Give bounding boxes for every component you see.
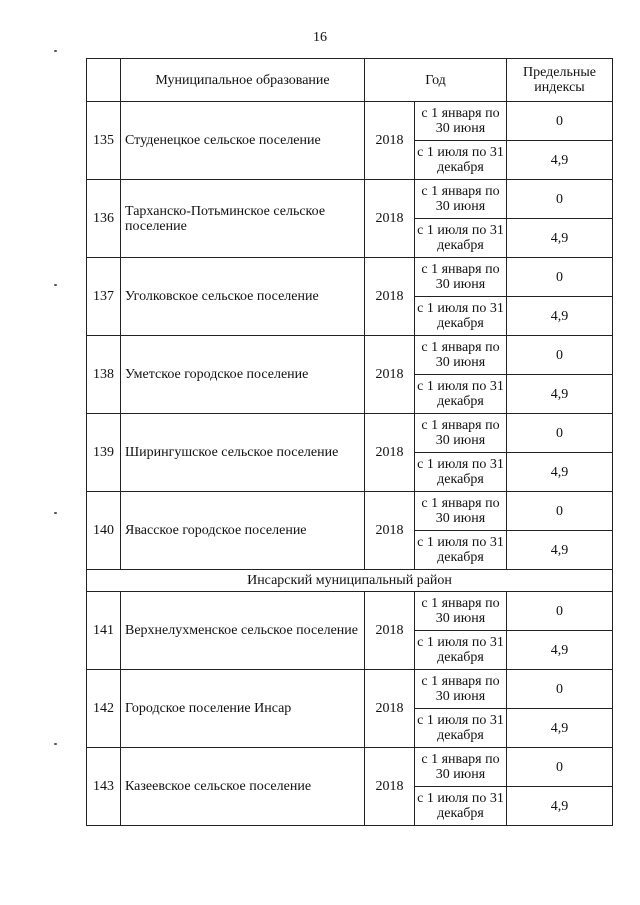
index-value: 4,9 — [507, 631, 613, 670]
year-cell: 2018 — [365, 670, 415, 748]
row-number: 140 — [87, 492, 121, 570]
scan-speck — [54, 50, 57, 52]
index-value: 0 — [507, 492, 613, 531]
index-value: 0 — [507, 414, 613, 453]
year-cell: 2018 — [365, 748, 415, 826]
index-value: 0 — [507, 592, 613, 631]
municipality-name: Ширингушское сельское поселение — [121, 414, 365, 492]
municipality-name: Уголковское сельское поселение — [121, 258, 365, 336]
table-row — [87, 180, 613, 219]
index-value: 4,9 — [507, 141, 613, 180]
period-cell: с 1 января по 30 июня — [415, 336, 507, 375]
table-row — [87, 592, 613, 631]
district-row — [87, 570, 613, 592]
municipality-name: Уметское городское поселение — [121, 336, 365, 414]
table-row — [87, 102, 613, 141]
period-cell: с 1 июля по 31 декабря — [415, 709, 507, 748]
index-value: 4,9 — [507, 219, 613, 258]
period-cell: с 1 января по 30 июня — [415, 492, 507, 531]
index-value: 0 — [507, 670, 613, 709]
period-cell: с 1 января по 30 июня — [415, 258, 507, 297]
municipality-name: Казеевское сельское поселение — [121, 748, 365, 826]
header-year: Год — [365, 59, 507, 102]
table-row — [87, 414, 613, 453]
row-number: 137 — [87, 258, 121, 336]
limit-index-table — [86, 58, 613, 826]
year-cell: 2018 — [365, 592, 415, 670]
table-row — [87, 336, 613, 375]
header-limit-index: Предельные индексы — [507, 59, 613, 102]
header-num — [87, 59, 121, 102]
year-cell: 2018 — [365, 492, 415, 570]
year-cell: 2018 — [365, 414, 415, 492]
index-value: 0 — [507, 336, 613, 375]
year-cell: 2018 — [365, 102, 415, 180]
index-value: 4,9 — [507, 531, 613, 570]
index-value: 0 — [507, 102, 613, 141]
index-value: 0 — [507, 180, 613, 219]
index-value: 4,9 — [507, 297, 613, 336]
municipality-name: Тарханско-Потьминское сельское поселение — [121, 180, 365, 258]
row-number: 142 — [87, 670, 121, 748]
row-number: 135 — [87, 102, 121, 180]
municipality-name: Верхнелухменское сельское поселение — [121, 592, 365, 670]
page-number: 16 — [313, 30, 327, 45]
municipality-name: Городское поселение Инсар — [121, 670, 365, 748]
row-number: 143 — [87, 748, 121, 826]
period-cell: с 1 июля по 31 декабря — [415, 141, 507, 180]
scan-speck — [54, 284, 57, 286]
period-cell: с 1 января по 30 июня — [415, 592, 507, 631]
table-row — [87, 258, 613, 297]
period-cell: с 1 января по 30 июня — [415, 414, 507, 453]
row-number: 136 — [87, 180, 121, 258]
index-value: 4,9 — [507, 787, 613, 826]
year-cell: 2018 — [365, 258, 415, 336]
scan-speck — [54, 743, 57, 745]
row-number: 139 — [87, 414, 121, 492]
period-cell: с 1 июля по 31 декабря — [415, 297, 507, 336]
municipality-name: Явасское городское поселение — [121, 492, 365, 570]
period-cell: с 1 июля по 31 декабря — [415, 531, 507, 570]
table-body — [87, 102, 613, 826]
table-row — [87, 748, 613, 787]
period-cell: с 1 января по 30 июня — [415, 102, 507, 141]
period-cell: с 1 июля по 31 декабря — [415, 375, 507, 414]
index-value: 4,9 — [507, 709, 613, 748]
period-cell: с 1 января по 30 июня — [415, 670, 507, 709]
year-cell: 2018 — [365, 180, 415, 258]
index-value: 0 — [507, 748, 613, 787]
header-municipality: Муниципальное образование — [121, 59, 365, 102]
period-cell: с 1 июля по 31 декабря — [415, 631, 507, 670]
index-value: 4,9 — [507, 375, 613, 414]
period-cell: с 1 июля по 31 декабря — [415, 787, 507, 826]
scan-speck — [54, 512, 57, 514]
row-number: 141 — [87, 592, 121, 670]
table-header-row — [87, 59, 613, 102]
municipality-name: Студенецкое сельское поселение — [121, 102, 365, 180]
row-number: 138 — [87, 336, 121, 414]
period-cell: с 1 января по 30 июня — [415, 180, 507, 219]
district-title: Инсарский муниципальный район — [87, 570, 613, 592]
period-cell: с 1 июля по 31 декабря — [415, 453, 507, 492]
table-row — [87, 670, 613, 709]
table-row — [87, 492, 613, 531]
period-cell: с 1 июля по 31 декабря — [415, 219, 507, 258]
period-cell: с 1 января по 30 июня — [415, 748, 507, 787]
index-value: 0 — [507, 258, 613, 297]
index-value: 4,9 — [507, 453, 613, 492]
year-cell: 2018 — [365, 336, 415, 414]
